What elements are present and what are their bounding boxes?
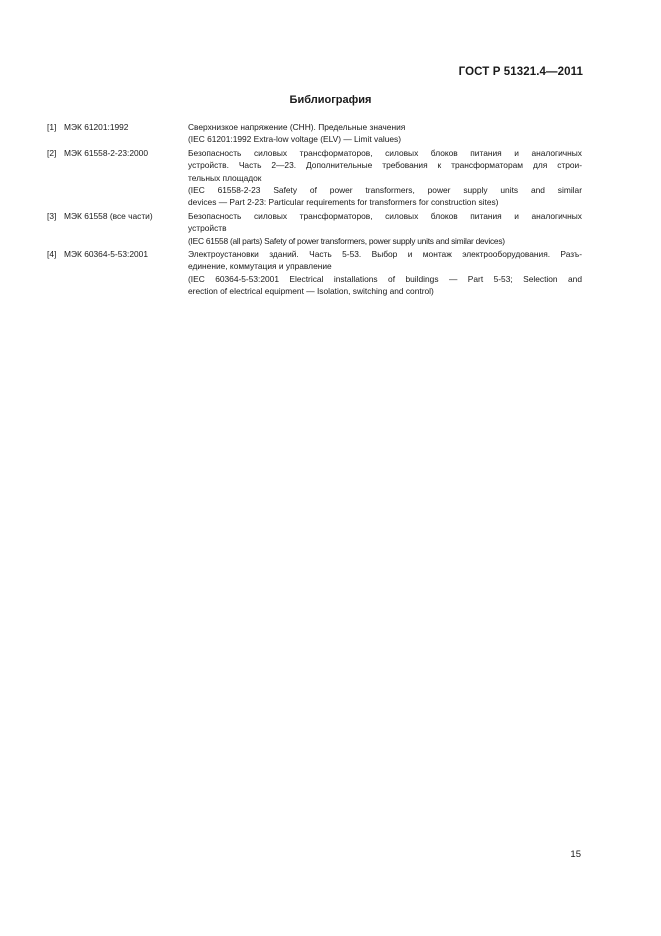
entry-line: единение, коммутация и управление xyxy=(188,261,332,272)
entry-description xyxy=(188,147,582,209)
entry-reference xyxy=(47,210,188,247)
entry-line: тельных площадок xyxy=(188,172,262,183)
entry-number: [1] xyxy=(47,122,57,132)
bibliography-entry xyxy=(47,121,582,146)
entry-line: (IEC 61201:1992 Extra-low voltage (ELV) — Limit values) xyxy=(188,134,402,145)
entry-number: [4] xyxy=(47,249,57,260)
entry-description xyxy=(188,121,582,146)
entry-line: (IEC 60364-5-53:2001 Electrical installations of buildings — Part 5-53; Selection and xyxy=(188,273,582,284)
entry-line: devices — Part 2-23: Particular requirements for transformers for construction sites) xyxy=(188,197,499,208)
entry-line: Электроустановки зданий. Часть 5-53. Выбор и монтаж электрооборудования. Разъ- xyxy=(188,249,582,260)
entry-line: erection of electrical equipment — Isolation, switching and control) xyxy=(188,286,434,297)
entry-line: (IEC 61558-2-23 Safety of power transformers, power supply units and similar xyxy=(188,185,582,196)
bibliography-entry xyxy=(47,248,582,298)
entry-standard: МЭК 61558-2-23:2000 xyxy=(64,147,148,158)
entry-number: [3] xyxy=(47,210,57,221)
entry-standard: МЭК 61201:1992 xyxy=(64,122,129,132)
entry-standard: МЭК 60364-5-53:2001 xyxy=(64,249,148,260)
entry-number: [2] xyxy=(47,147,57,158)
bibliography-list xyxy=(47,121,582,299)
page-title: Библиография xyxy=(289,94,372,106)
bibliography-entry xyxy=(47,210,582,247)
entry-line: Безопасность силовых трансформаторов, силовых блоков питания и аналогичных xyxy=(188,147,582,158)
page-number: 15 xyxy=(570,849,581,860)
entry-description xyxy=(188,248,582,298)
entry-standard: МЭК 61558 (все части) xyxy=(64,210,153,221)
entry-line: Сверхнизкое напряжение (СНН). Предельные значения xyxy=(188,122,406,132)
entry-reference xyxy=(47,147,188,209)
entry-description xyxy=(188,210,582,247)
entry-line: устройств. Часть 2—23. Дополнительные требования к трансформаторам для строи- xyxy=(188,160,582,171)
entry-reference xyxy=(47,248,188,298)
entry-line: Безопасность силовых трансформаторов, силовых блоков питания и аналогичных xyxy=(188,210,582,221)
bibliography-entry xyxy=(47,147,582,209)
standard-code: ГОСТ Р 51321.4—2011 xyxy=(458,66,583,78)
entry-line: устройств xyxy=(188,223,227,234)
entry-line: (IEC 61558 (all parts) Safety of power transformers, power supply units and similar devices) xyxy=(188,235,505,246)
entry-reference xyxy=(47,121,188,146)
